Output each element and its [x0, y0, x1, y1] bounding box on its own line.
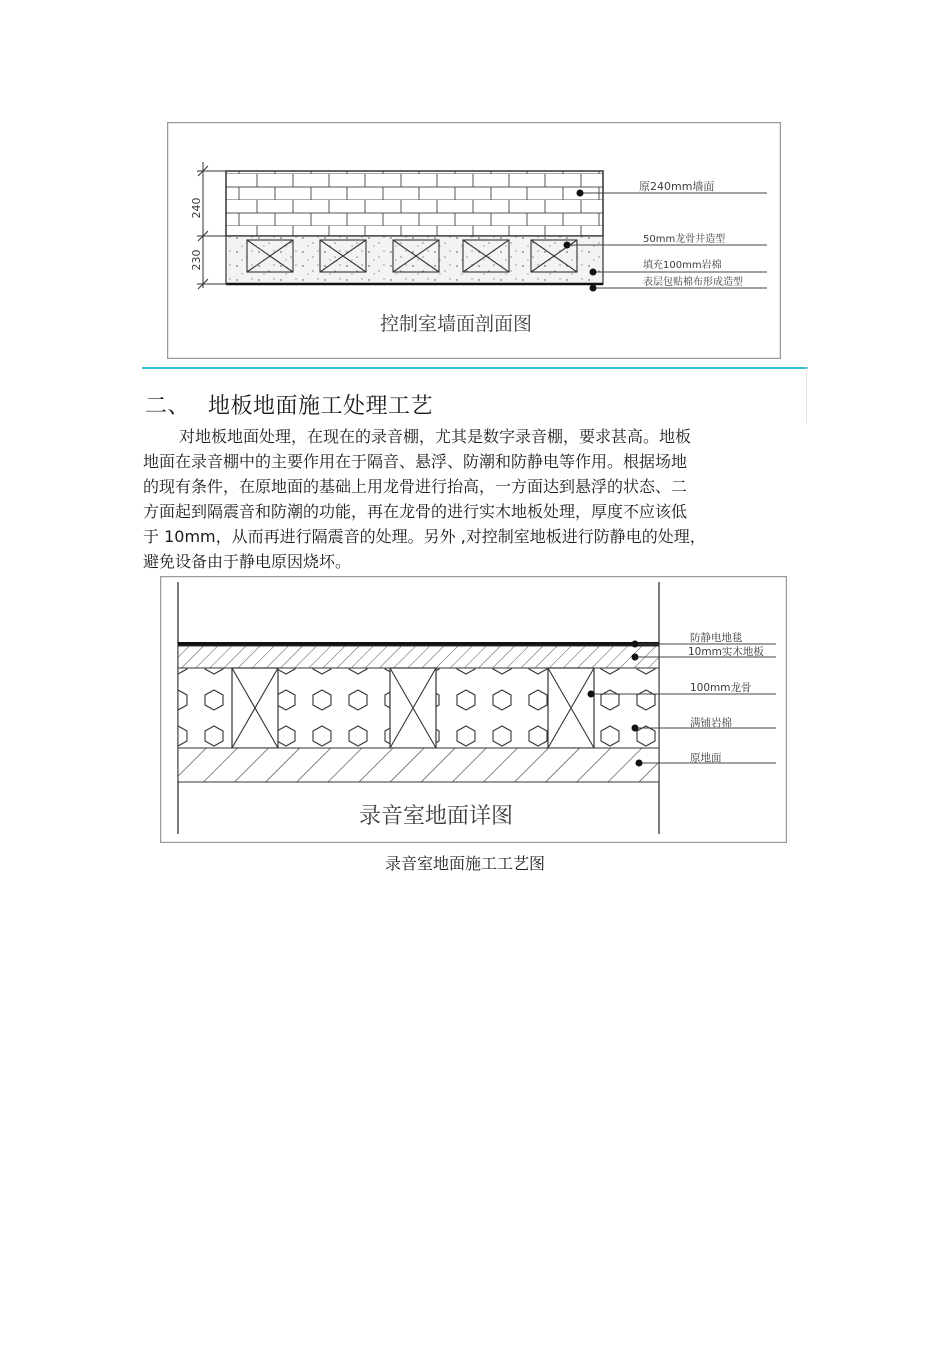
section-title: 地板地面施工处理工艺: [208, 394, 434, 419]
dim-230-label: 230: [190, 249, 203, 271]
figure-wall-section: [167, 122, 781, 359]
label-wood-floor: 10mm实木地板: [688, 646, 764, 658]
figure1-title: 控制室墙面剖面图: [379, 313, 533, 335]
section-heading: [145, 389, 433, 420]
paragraph-line: 的现有条件，在原地面的基础上用龙骨进行抬高，一方面达到悬浮的状态、二: [143, 477, 688, 496]
wall-section-drawing: [167, 122, 781, 359]
dim-240-label: 240: [190, 197, 203, 219]
body-paragraph: [143, 424, 773, 574]
paragraph-line: 方面起到隔震音和防潮的功能，再在龙骨的进行实木地板处理，厚度不应该低: [143, 502, 688, 521]
paragraph-line: 避免设备由于静电原因烧坏。: [143, 552, 352, 571]
label-rockwool: 满铺岩棉: [690, 717, 732, 729]
label-fabric-surface: 表层包贴棉布形成造型: [643, 277, 743, 288]
label-rockwool-fill: 填充100mm岩棉: [643, 260, 722, 271]
label-joist: 100mm龙骨: [690, 682, 752, 694]
section-number: 二、: [145, 394, 191, 419]
paragraph-line: 对地板地面处理，在现在的录音棚，尤其是数字录音棚，要求甚高。地板: [179, 427, 692, 446]
label-antistatic-carpet: 防静电地毯: [690, 632, 743, 644]
label-stud-frame: 50mm龙骨井造型: [643, 234, 726, 245]
figure-floor-detail: [160, 576, 787, 843]
paragraph-line: 于 10mm，从而再进行隔震音的处理。另外 ,对控制室地板进行防静电的处理，: [143, 527, 706, 546]
section-divider-edge: [806, 367, 807, 423]
figure2-title: 录音室地面详图: [358, 804, 514, 829]
label-original-ground: 原地面: [690, 752, 722, 764]
label-original-wall: 原240mm墙面: [639, 180, 715, 193]
floor-detail-drawing: [160, 576, 787, 843]
paragraph-line: 地面在录音棚中的主要作用在于隔音、悬浮、防潮和防静电等作用。根据场地: [143, 452, 688, 471]
section-divider: [142, 367, 808, 369]
figure-caption: 录音室地面施工工艺图: [384, 854, 545, 873]
